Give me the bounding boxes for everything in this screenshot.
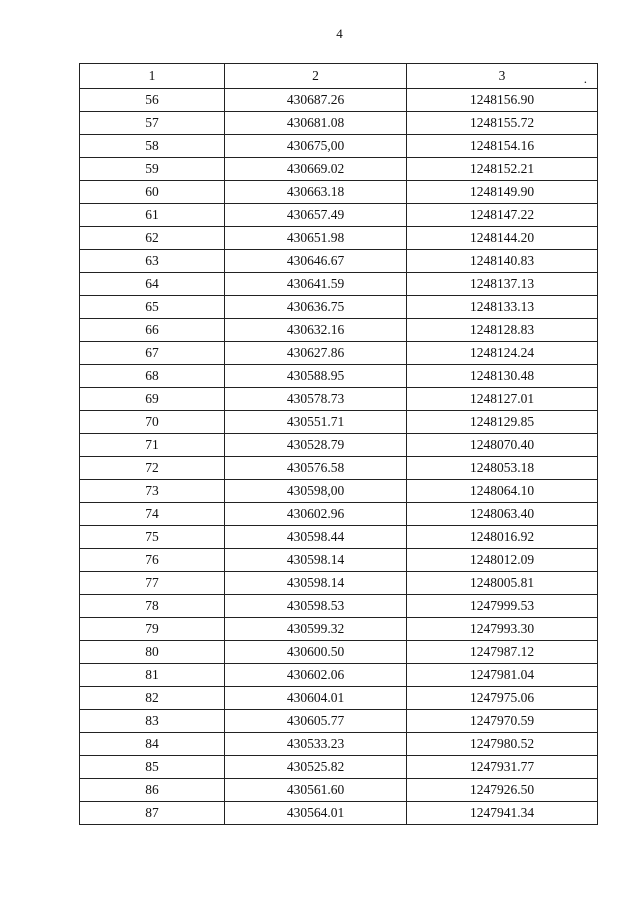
point-number-cell: 63 xyxy=(80,250,225,273)
x-coordinate-cell: 430681.08 xyxy=(225,112,407,135)
table-row xyxy=(80,480,598,503)
column-header-3 xyxy=(407,64,598,89)
y-coordinate-cell: 1248012.09 xyxy=(407,549,598,572)
table-row xyxy=(80,434,598,457)
x-coordinate-cell: 430598.44 xyxy=(225,526,407,549)
x-coordinate-cell: 430561.60 xyxy=(225,779,407,802)
table-row xyxy=(80,710,598,733)
x-coordinate-cell: 430651.98 xyxy=(225,227,407,250)
x-coordinate-cell: 430604.01 xyxy=(225,687,407,710)
table-row xyxy=(80,388,598,411)
table-row xyxy=(80,89,598,112)
y-coordinate-cell: 1247975.06 xyxy=(407,687,598,710)
point-number-cell: 68 xyxy=(80,365,225,388)
y-coordinate-cell: 1247987.12 xyxy=(407,641,598,664)
y-coordinate-cell: 1248124.24 xyxy=(407,342,598,365)
point-number-cell: 58 xyxy=(80,135,225,158)
table-row xyxy=(80,342,598,365)
y-coordinate-cell: 1248005.81 xyxy=(407,572,598,595)
x-coordinate-cell: 430602.96 xyxy=(225,503,407,526)
y-coordinate-cell: 1248070.40 xyxy=(407,434,598,457)
table-row xyxy=(80,641,598,664)
column-header-3-label: 3 xyxy=(498,68,506,83)
point-number-cell: 72 xyxy=(80,457,225,480)
table-row xyxy=(80,457,598,480)
table-row xyxy=(80,779,598,802)
table-row xyxy=(80,204,598,227)
table-row xyxy=(80,595,598,618)
y-coordinate-cell: 1248064.10 xyxy=(407,480,598,503)
table-row xyxy=(80,365,598,388)
point-number-cell: 57 xyxy=(80,112,225,135)
y-coordinate-cell: 1248128.83 xyxy=(407,319,598,342)
x-coordinate-cell: 430657.49 xyxy=(225,204,407,227)
x-coordinate-cell: 430636.75 xyxy=(225,296,407,319)
y-coordinate-cell: 1248053.18 xyxy=(407,457,598,480)
y-coordinate-cell: 1247980.52 xyxy=(407,733,598,756)
x-coordinate-cell: 430663.18 xyxy=(225,181,407,204)
point-number-cell: 83 xyxy=(80,710,225,733)
table-row xyxy=(80,572,598,595)
point-number-cell: 87 xyxy=(80,802,225,825)
y-coordinate-cell: 1248149.90 xyxy=(407,181,598,204)
y-coordinate-cell: 1248063.40 xyxy=(407,503,598,526)
table-row xyxy=(80,296,598,319)
point-number-cell: 77 xyxy=(80,572,225,595)
x-coordinate-cell: 430602.06 xyxy=(225,664,407,687)
column-header-2: 2 xyxy=(225,64,407,89)
point-number-cell: 56 xyxy=(80,89,225,112)
point-number-cell: 69 xyxy=(80,388,225,411)
y-coordinate-cell: 1248147.22 xyxy=(407,204,598,227)
table-row xyxy=(80,319,598,342)
table-row xyxy=(80,135,598,158)
x-coordinate-cell: 430598.14 xyxy=(225,572,407,595)
y-coordinate-cell: 1248127.01 xyxy=(407,388,598,411)
table-row xyxy=(80,273,598,296)
point-number-cell: 85 xyxy=(80,756,225,779)
table-row xyxy=(80,158,598,181)
y-coordinate-cell: 1248152.21 xyxy=(407,158,598,181)
x-coordinate-cell: 430576.58 xyxy=(225,457,407,480)
x-coordinate-cell: 430675,00 xyxy=(225,135,407,158)
point-number-cell: 81 xyxy=(80,664,225,687)
point-number-cell: 59 xyxy=(80,158,225,181)
point-number-cell: 84 xyxy=(80,733,225,756)
table-row xyxy=(80,503,598,526)
x-coordinate-cell: 430598,00 xyxy=(225,480,407,503)
table-row xyxy=(80,733,598,756)
point-number-cell: 60 xyxy=(80,181,225,204)
point-number-cell: 86 xyxy=(80,779,225,802)
y-coordinate-cell: 1248156.90 xyxy=(407,89,598,112)
x-coordinate-cell: 430627.86 xyxy=(225,342,407,365)
point-number-cell: 78 xyxy=(80,595,225,618)
x-coordinate-cell: 430600.50 xyxy=(225,641,407,664)
point-number-cell: 61 xyxy=(80,204,225,227)
table-row xyxy=(80,687,598,710)
y-coordinate-cell: 1248130.48 xyxy=(407,365,598,388)
point-number-cell: 73 xyxy=(80,480,225,503)
table-row xyxy=(80,549,598,572)
page-number: 4 xyxy=(336,26,343,41)
point-number-cell: 64 xyxy=(80,273,225,296)
table-row xyxy=(80,756,598,779)
x-coordinate-cell: 430687.26 xyxy=(225,89,407,112)
point-number-cell: 71 xyxy=(80,434,225,457)
table-body xyxy=(80,89,598,825)
point-number-cell: 75 xyxy=(80,526,225,549)
y-coordinate-cell: 1247931.77 xyxy=(407,756,598,779)
x-coordinate-cell: 430528.79 xyxy=(225,434,407,457)
column-header-1: 1 xyxy=(80,64,225,89)
table-row xyxy=(80,526,598,549)
y-coordinate-cell: 1247999.53 xyxy=(407,595,598,618)
point-number-cell: 66 xyxy=(80,319,225,342)
table-row xyxy=(80,227,598,250)
point-number-cell: 74 xyxy=(80,503,225,526)
point-number-cell: 80 xyxy=(80,641,225,664)
point-number-cell: 76 xyxy=(80,549,225,572)
y-coordinate-cell: 1248144.20 xyxy=(407,227,598,250)
x-coordinate-cell: 430646.67 xyxy=(225,250,407,273)
y-coordinate-cell: 1248140.83 xyxy=(407,250,598,273)
point-number-cell: 82 xyxy=(80,687,225,710)
point-number-cell: 67 xyxy=(80,342,225,365)
x-coordinate-cell: 430598.14 xyxy=(225,549,407,572)
y-coordinate-cell: 1247970.59 xyxy=(407,710,598,733)
y-coordinate-cell: 1248129.85 xyxy=(407,411,598,434)
y-coordinate-cell: 1248016.92 xyxy=(407,526,598,549)
y-coordinate-cell: 1247993.30 xyxy=(407,618,598,641)
y-coordinate-cell: 1248137.13 xyxy=(407,273,598,296)
x-coordinate-cell: 430588.95 xyxy=(225,365,407,388)
point-number-cell: 70 xyxy=(80,411,225,434)
y-coordinate-cell: 1248133.13 xyxy=(407,296,598,319)
x-coordinate-cell: 430551.71 xyxy=(225,411,407,434)
x-coordinate-cell: 430525.82 xyxy=(225,756,407,779)
table-header-row xyxy=(80,64,598,89)
x-coordinate-cell: 430533.23 xyxy=(225,733,407,756)
x-coordinate-cell: 430578.73 xyxy=(225,388,407,411)
y-coordinate-cell: 1247981.04 xyxy=(407,664,598,687)
x-coordinate-cell: 430598.53 xyxy=(225,595,407,618)
point-number-cell: 79 xyxy=(80,618,225,641)
table-row xyxy=(80,250,598,273)
table-row xyxy=(80,181,598,204)
table-row xyxy=(80,802,598,825)
x-coordinate-cell: 430641.59 xyxy=(225,273,407,296)
y-coordinate-cell: 1248154.16 xyxy=(407,135,598,158)
x-coordinate-cell: 430632.16 xyxy=(225,319,407,342)
table-row xyxy=(80,618,598,641)
header-mark: . xyxy=(583,71,587,86)
point-number-cell: 65 xyxy=(80,296,225,319)
x-coordinate-cell: 430669.02 xyxy=(225,158,407,181)
point-number-cell: 62 xyxy=(80,227,225,250)
table-row xyxy=(80,411,598,434)
table-row xyxy=(80,112,598,135)
coordinates-table xyxy=(79,63,598,825)
x-coordinate-cell: 430564.01 xyxy=(225,802,407,825)
x-coordinate-cell: 430599.32 xyxy=(225,618,407,641)
y-coordinate-cell: 1247926.50 xyxy=(407,779,598,802)
y-coordinate-cell: 1247941.34 xyxy=(407,802,598,825)
x-coordinate-cell: 430605.77 xyxy=(225,710,407,733)
y-coordinate-cell: 1248155.72 xyxy=(407,112,598,135)
table-row xyxy=(80,664,598,687)
